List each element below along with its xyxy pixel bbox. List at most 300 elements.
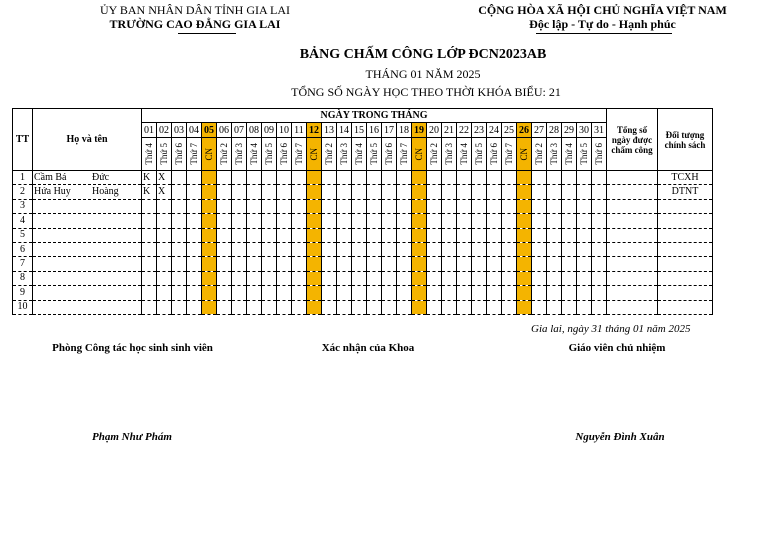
attendance-cell-04[interactable] (187, 242, 202, 256)
attendance-cell-29[interactable] (562, 286, 577, 300)
attendance-cell-25[interactable] (502, 286, 517, 300)
attendance-cell-08[interactable] (247, 257, 262, 271)
attendance-cell-30[interactable] (577, 199, 592, 213)
attendance-cell-09[interactable] (262, 242, 277, 256)
attendance-cell-19[interactable] (412, 185, 427, 199)
student-name[interactable] (33, 300, 142, 314)
attendance-cell-03[interactable] (172, 257, 187, 271)
attendance-cell-03[interactable] (172, 271, 187, 285)
attendance-cell-06[interactable] (217, 185, 232, 199)
attendance-cell-24[interactable] (487, 199, 502, 213)
attendance-cell-03[interactable] (172, 171, 187, 185)
attendance-cell-30[interactable] (577, 171, 592, 185)
attendance-cell-06[interactable] (217, 228, 232, 242)
attendance-cell-09[interactable] (262, 300, 277, 314)
attendance-cell-24[interactable] (487, 242, 502, 256)
attendance-cell-29[interactable] (562, 228, 577, 242)
attendance-cell-01[interactable]: K (142, 185, 157, 199)
attendance-cell-30[interactable] (577, 228, 592, 242)
attendance-cell-30[interactable] (577, 300, 592, 314)
attendance-cell-21[interactable] (442, 171, 457, 185)
attendance-cell-15[interactable] (352, 214, 367, 228)
total-days-cell[interactable] (607, 171, 658, 185)
attendance-cell-03[interactable] (172, 199, 187, 213)
attendance-cell-12[interactable] (307, 271, 322, 285)
attendance-cell-07[interactable] (232, 214, 247, 228)
attendance-cell-03[interactable] (172, 286, 187, 300)
attendance-cell-27[interactable] (532, 257, 547, 271)
attendance-cell-02[interactable]: X (157, 185, 172, 199)
attendance-cell-19[interactable] (412, 242, 427, 256)
attendance-cell-14[interactable] (337, 199, 352, 213)
attendance-cell-29[interactable] (562, 171, 577, 185)
attendance-cell-10[interactable] (277, 228, 292, 242)
policy-cell[interactable]: TCXH (658, 171, 713, 185)
attendance-cell-21[interactable] (442, 242, 457, 256)
attendance-cell-13[interactable] (322, 300, 337, 314)
attendance-cell-21[interactable] (442, 257, 457, 271)
attendance-cell-26[interactable] (517, 300, 532, 314)
attendance-cell-09[interactable] (262, 199, 277, 213)
attendance-cell-17[interactable] (382, 199, 397, 213)
total-days-cell[interactable] (607, 228, 658, 242)
attendance-cell-12[interactable] (307, 199, 322, 213)
attendance-cell-01[interactable] (142, 286, 157, 300)
attendance-cell-27[interactable] (532, 228, 547, 242)
attendance-cell-16[interactable] (367, 242, 382, 256)
attendance-cell-19[interactable] (412, 286, 427, 300)
attendance-cell-29[interactable] (562, 185, 577, 199)
attendance-cell-02[interactable] (157, 300, 172, 314)
attendance-cell-23[interactable] (472, 199, 487, 213)
attendance-cell-30[interactable] (577, 185, 592, 199)
attendance-cell-29[interactable] (562, 271, 577, 285)
attendance-cell-15[interactable] (352, 271, 367, 285)
attendance-cell-26[interactable] (517, 286, 532, 300)
attendance-cell-27[interactable] (532, 286, 547, 300)
attendance-cell-31[interactable] (592, 242, 607, 256)
attendance-cell-20[interactable] (427, 257, 442, 271)
total-days-cell[interactable] (607, 214, 658, 228)
attendance-cell-01[interactable] (142, 257, 157, 271)
attendance-cell-15[interactable] (352, 300, 367, 314)
attendance-cell-27[interactable] (532, 242, 547, 256)
attendance-cell-19[interactable] (412, 171, 427, 185)
attendance-cell-11[interactable] (292, 257, 307, 271)
attendance-cell-09[interactable] (262, 286, 277, 300)
attendance-cell-10[interactable] (277, 271, 292, 285)
attendance-cell-21[interactable] (442, 286, 457, 300)
attendance-cell-30[interactable] (577, 271, 592, 285)
attendance-cell-22[interactable] (457, 185, 472, 199)
attendance-cell-21[interactable] (442, 271, 457, 285)
attendance-cell-13[interactable] (322, 286, 337, 300)
attendance-cell-01[interactable] (142, 242, 157, 256)
attendance-cell-04[interactable] (187, 257, 202, 271)
attendance-cell-18[interactable] (397, 286, 412, 300)
attendance-cell-17[interactable] (382, 242, 397, 256)
attendance-cell-14[interactable] (337, 242, 352, 256)
attendance-cell-26[interactable] (517, 271, 532, 285)
attendance-cell-16[interactable] (367, 257, 382, 271)
attendance-cell-13[interactable] (322, 271, 337, 285)
attendance-cell-01[interactable] (142, 199, 157, 213)
attendance-cell-25[interactable] (502, 185, 517, 199)
attendance-cell-02[interactable] (157, 286, 172, 300)
attendance-cell-28[interactable] (547, 214, 562, 228)
attendance-cell-09[interactable] (262, 271, 277, 285)
attendance-cell-22[interactable] (457, 300, 472, 314)
attendance-cell-19[interactable] (412, 300, 427, 314)
attendance-cell-12[interactable] (307, 171, 322, 185)
attendance-cell-24[interactable] (487, 257, 502, 271)
attendance-cell-18[interactable] (397, 271, 412, 285)
total-days-cell[interactable] (607, 286, 658, 300)
attendance-cell-05[interactable] (202, 257, 217, 271)
attendance-cell-31[interactable] (592, 171, 607, 185)
attendance-cell-24[interactable] (487, 171, 502, 185)
attendance-cell-17[interactable] (382, 185, 397, 199)
attendance-cell-21[interactable] (442, 300, 457, 314)
attendance-cell-01[interactable]: K (142, 171, 157, 185)
attendance-cell-12[interactable] (307, 214, 322, 228)
attendance-cell-28[interactable] (547, 286, 562, 300)
attendance-cell-22[interactable] (457, 199, 472, 213)
attendance-cell-10[interactable] (277, 257, 292, 271)
attendance-cell-29[interactable] (562, 257, 577, 271)
attendance-cell-09[interactable] (262, 214, 277, 228)
policy-cell[interactable] (658, 257, 713, 271)
total-days-cell[interactable] (607, 199, 658, 213)
attendance-cell-06[interactable] (217, 199, 232, 213)
attendance-cell-05[interactable] (202, 214, 217, 228)
attendance-cell-08[interactable] (247, 185, 262, 199)
attendance-cell-15[interactable] (352, 228, 367, 242)
attendance-cell-08[interactable] (247, 271, 262, 285)
attendance-cell-02[interactable] (157, 228, 172, 242)
attendance-cell-17[interactable] (382, 257, 397, 271)
policy-cell[interactable] (658, 300, 713, 314)
attendance-cell-06[interactable] (217, 271, 232, 285)
attendance-cell-15[interactable] (352, 199, 367, 213)
attendance-cell-25[interactable] (502, 271, 517, 285)
attendance-cell-15[interactable] (352, 257, 367, 271)
attendance-cell-07[interactable] (232, 242, 247, 256)
policy-cell[interactable] (658, 199, 713, 213)
attendance-cell-11[interactable] (292, 242, 307, 256)
attendance-cell-31[interactable] (592, 228, 607, 242)
attendance-cell-24[interactable] (487, 300, 502, 314)
attendance-cell-18[interactable] (397, 242, 412, 256)
attendance-cell-20[interactable] (427, 185, 442, 199)
attendance-cell-28[interactable] (547, 185, 562, 199)
policy-cell[interactable]: DTNT (658, 185, 713, 199)
attendance-cell-23[interactable] (472, 300, 487, 314)
attendance-cell-06[interactable] (217, 214, 232, 228)
attendance-cell-21[interactable] (442, 185, 457, 199)
attendance-cell-06[interactable] (217, 242, 232, 256)
attendance-cell-22[interactable] (457, 286, 472, 300)
attendance-cell-13[interactable] (322, 199, 337, 213)
attendance-cell-23[interactable] (472, 214, 487, 228)
attendance-cell-02[interactable] (157, 257, 172, 271)
attendance-cell-14[interactable] (337, 171, 352, 185)
policy-cell[interactable] (658, 214, 713, 228)
attendance-cell-26[interactable] (517, 199, 532, 213)
attendance-cell-09[interactable] (262, 171, 277, 185)
student-name[interactable] (33, 286, 142, 300)
attendance-cell-04[interactable] (187, 199, 202, 213)
attendance-cell-18[interactable] (397, 171, 412, 185)
attendance-cell-08[interactable] (247, 199, 262, 213)
attendance-cell-10[interactable] (277, 300, 292, 314)
attendance-cell-12[interactable] (307, 185, 322, 199)
attendance-cell-22[interactable] (457, 171, 472, 185)
policy-cell[interactable] (658, 286, 713, 300)
attendance-cell-31[interactable] (592, 214, 607, 228)
attendance-cell-21[interactable] (442, 214, 457, 228)
attendance-cell-13[interactable] (322, 185, 337, 199)
attendance-cell-23[interactable] (472, 286, 487, 300)
attendance-cell-01[interactable] (142, 271, 157, 285)
attendance-cell-15[interactable] (352, 286, 367, 300)
attendance-cell-07[interactable] (232, 257, 247, 271)
attendance-cell-21[interactable] (442, 199, 457, 213)
attendance-cell-13[interactable] (322, 257, 337, 271)
attendance-cell-03[interactable] (172, 214, 187, 228)
attendance-cell-12[interactable] (307, 286, 322, 300)
attendance-cell-04[interactable] (187, 286, 202, 300)
attendance-cell-02[interactable]: X (157, 171, 172, 185)
attendance-cell-27[interactable] (532, 271, 547, 285)
attendance-cell-10[interactable] (277, 171, 292, 185)
attendance-cell-31[interactable] (592, 271, 607, 285)
attendance-cell-25[interactable] (502, 214, 517, 228)
attendance-cell-07[interactable] (232, 199, 247, 213)
attendance-cell-31[interactable] (592, 286, 607, 300)
attendance-cell-14[interactable] (337, 228, 352, 242)
attendance-cell-25[interactable] (502, 199, 517, 213)
attendance-cell-14[interactable] (337, 300, 352, 314)
attendance-cell-17[interactable] (382, 171, 397, 185)
attendance-cell-14[interactable] (337, 257, 352, 271)
attendance-cell-02[interactable] (157, 242, 172, 256)
attendance-cell-24[interactable] (487, 228, 502, 242)
attendance-cell-10[interactable] (277, 214, 292, 228)
attendance-cell-29[interactable] (562, 199, 577, 213)
attendance-cell-12[interactable] (307, 242, 322, 256)
attendance-cell-26[interactable] (517, 228, 532, 242)
attendance-cell-05[interactable] (202, 300, 217, 314)
attendance-cell-13[interactable] (322, 228, 337, 242)
attendance-cell-18[interactable] (397, 228, 412, 242)
attendance-cell-28[interactable] (547, 271, 562, 285)
attendance-cell-26[interactable] (517, 185, 532, 199)
attendance-cell-27[interactable] (532, 214, 547, 228)
attendance-cell-29[interactable] (562, 214, 577, 228)
attendance-cell-27[interactable] (532, 171, 547, 185)
attendance-cell-20[interactable] (427, 171, 442, 185)
attendance-cell-18[interactable] (397, 185, 412, 199)
attendance-cell-09[interactable] (262, 228, 277, 242)
attendance-cell-18[interactable] (397, 214, 412, 228)
attendance-cell-11[interactable] (292, 185, 307, 199)
student-name[interactable] (33, 171, 142, 185)
attendance-cell-11[interactable] (292, 199, 307, 213)
attendance-cell-24[interactable] (487, 271, 502, 285)
attendance-cell-20[interactable] (427, 228, 442, 242)
attendance-cell-04[interactable] (187, 185, 202, 199)
attendance-cell-13[interactable] (322, 171, 337, 185)
attendance-cell-01[interactable] (142, 228, 157, 242)
attendance-cell-08[interactable] (247, 171, 262, 185)
attendance-cell-08[interactable] (247, 300, 262, 314)
attendance-cell-23[interactable] (472, 271, 487, 285)
attendance-cell-10[interactable] (277, 199, 292, 213)
total-days-cell[interactable] (607, 300, 658, 314)
attendance-cell-20[interactable] (427, 242, 442, 256)
attendance-cell-22[interactable] (457, 257, 472, 271)
attendance-cell-08[interactable] (247, 242, 262, 256)
attendance-cell-21[interactable] (442, 228, 457, 242)
attendance-cell-09[interactable] (262, 257, 277, 271)
attendance-cell-27[interactable] (532, 300, 547, 314)
attendance-cell-19[interactable] (412, 271, 427, 285)
attendance-cell-26[interactable] (517, 171, 532, 185)
attendance-cell-19[interactable] (412, 199, 427, 213)
attendance-cell-26[interactable] (517, 242, 532, 256)
attendance-cell-30[interactable] (577, 286, 592, 300)
attendance-cell-06[interactable] (217, 300, 232, 314)
attendance-cell-06[interactable] (217, 257, 232, 271)
attendance-cell-11[interactable] (292, 271, 307, 285)
attendance-cell-08[interactable] (247, 286, 262, 300)
attendance-cell-22[interactable] (457, 214, 472, 228)
attendance-cell-17[interactable] (382, 286, 397, 300)
attendance-cell-14[interactable] (337, 185, 352, 199)
attendance-cell-19[interactable] (412, 228, 427, 242)
attendance-cell-24[interactable] (487, 185, 502, 199)
attendance-cell-04[interactable] (187, 228, 202, 242)
attendance-cell-19[interactable] (412, 214, 427, 228)
attendance-cell-18[interactable] (397, 257, 412, 271)
attendance-cell-22[interactable] (457, 228, 472, 242)
student-name[interactable] (33, 185, 142, 199)
attendance-cell-05[interactable] (202, 199, 217, 213)
attendance-cell-30[interactable] (577, 257, 592, 271)
attendance-cell-03[interactable] (172, 300, 187, 314)
attendance-cell-25[interactable] (502, 171, 517, 185)
attendance-cell-13[interactable] (322, 214, 337, 228)
attendance-cell-20[interactable] (427, 214, 442, 228)
attendance-cell-16[interactable] (367, 271, 382, 285)
policy-cell[interactable] (658, 271, 713, 285)
attendance-cell-15[interactable] (352, 171, 367, 185)
attendance-cell-12[interactable] (307, 300, 322, 314)
attendance-cell-16[interactable] (367, 185, 382, 199)
attendance-cell-24[interactable] (487, 286, 502, 300)
attendance-cell-25[interactable] (502, 300, 517, 314)
attendance-cell-16[interactable] (367, 214, 382, 228)
attendance-cell-17[interactable] (382, 214, 397, 228)
student-name[interactable] (33, 228, 142, 242)
attendance-cell-05[interactable] (202, 228, 217, 242)
total-days-cell[interactable] (607, 185, 658, 199)
attendance-cell-18[interactable] (397, 199, 412, 213)
attendance-cell-15[interactable] (352, 242, 367, 256)
student-name[interactable] (33, 271, 142, 285)
attendance-cell-31[interactable] (592, 257, 607, 271)
attendance-cell-29[interactable] (562, 242, 577, 256)
attendance-cell-07[interactable] (232, 300, 247, 314)
attendance-cell-11[interactable] (292, 214, 307, 228)
attendance-cell-14[interactable] (337, 271, 352, 285)
attendance-cell-05[interactable] (202, 171, 217, 185)
attendance-cell-17[interactable] (382, 271, 397, 285)
attendance-cell-20[interactable] (427, 300, 442, 314)
attendance-cell-08[interactable] (247, 214, 262, 228)
attendance-cell-28[interactable] (547, 257, 562, 271)
attendance-cell-04[interactable] (187, 300, 202, 314)
attendance-cell-02[interactable] (157, 214, 172, 228)
attendance-cell-07[interactable] (232, 286, 247, 300)
attendance-cell-11[interactable] (292, 228, 307, 242)
attendance-cell-09[interactable] (262, 185, 277, 199)
attendance-cell-30[interactable] (577, 214, 592, 228)
attendance-cell-07[interactable] (232, 171, 247, 185)
attendance-cell-11[interactable] (292, 171, 307, 185)
total-days-cell[interactable] (607, 271, 658, 285)
total-days-cell[interactable] (607, 242, 658, 256)
attendance-cell-27[interactable] (532, 199, 547, 213)
attendance-cell-26[interactable] (517, 214, 532, 228)
attendance-cell-17[interactable] (382, 300, 397, 314)
attendance-cell-24[interactable] (487, 214, 502, 228)
attendance-cell-04[interactable] (187, 271, 202, 285)
attendance-cell-05[interactable] (202, 242, 217, 256)
attendance-cell-03[interactable] (172, 228, 187, 242)
attendance-cell-13[interactable] (322, 242, 337, 256)
policy-cell[interactable] (658, 242, 713, 256)
attendance-cell-16[interactable] (367, 286, 382, 300)
attendance-cell-30[interactable] (577, 242, 592, 256)
attendance-cell-20[interactable] (427, 199, 442, 213)
attendance-cell-10[interactable] (277, 185, 292, 199)
policy-cell[interactable] (658, 228, 713, 242)
attendance-cell-19[interactable] (412, 257, 427, 271)
attendance-cell-01[interactable] (142, 300, 157, 314)
attendance-cell-27[interactable] (532, 185, 547, 199)
attendance-cell-14[interactable] (337, 214, 352, 228)
attendance-cell-11[interactable] (292, 300, 307, 314)
attendance-cell-28[interactable] (547, 300, 562, 314)
attendance-cell-05[interactable] (202, 185, 217, 199)
attendance-cell-05[interactable] (202, 286, 217, 300)
attendance-cell-31[interactable] (592, 185, 607, 199)
total-days-cell[interactable] (607, 257, 658, 271)
attendance-cell-03[interactable] (172, 185, 187, 199)
attendance-cell-22[interactable] (457, 271, 472, 285)
attendance-cell-23[interactable] (472, 242, 487, 256)
student-name[interactable] (33, 242, 142, 256)
attendance-cell-10[interactable] (277, 242, 292, 256)
attendance-cell-31[interactable] (592, 199, 607, 213)
attendance-cell-04[interactable] (187, 214, 202, 228)
attendance-cell-04[interactable] (187, 171, 202, 185)
attendance-cell-23[interactable] (472, 257, 487, 271)
attendance-cell-16[interactable] (367, 228, 382, 242)
attendance-cell-28[interactable] (547, 171, 562, 185)
